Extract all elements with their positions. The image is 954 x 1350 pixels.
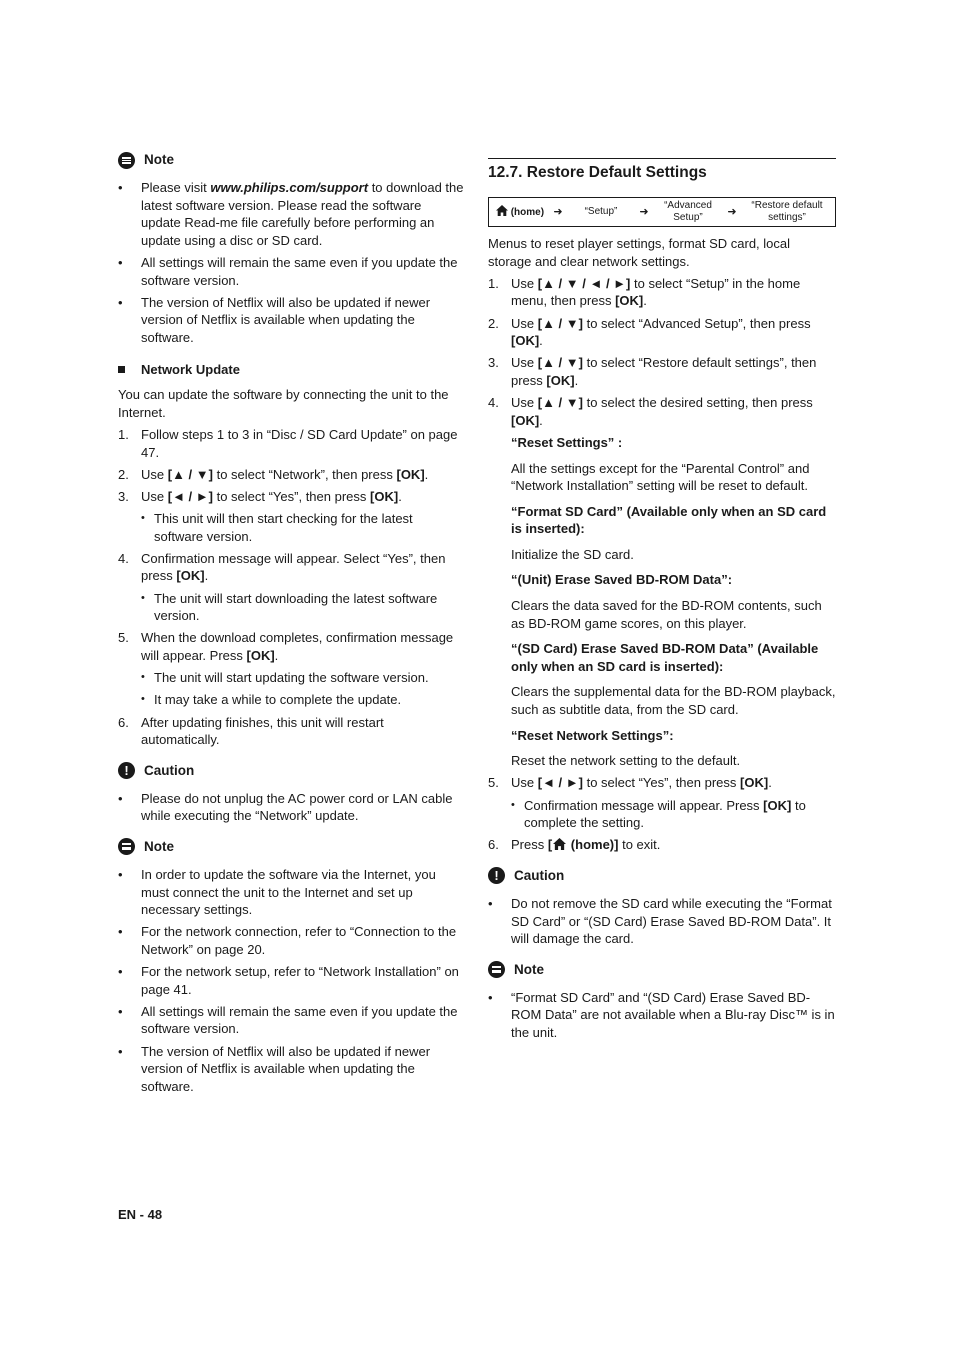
list-item: 6. Press [ (home)] to exit. [488, 837, 661, 853]
note-heading: Note [118, 150, 464, 170]
option-description: All the settings except for the “Parental Control” and “Network Installation” setting will be reset to default. [511, 460, 810, 494]
caution-icon: ! [488, 867, 505, 884]
square-bullet-icon [118, 366, 125, 373]
note-icon [488, 961, 505, 978]
right-column [488, 158, 836, 1046]
list-item: • “Format SD Card” and “(SD Card) Erase Saved BD-ROM Data” are not available when a Blu-ray Disc™ is in the unit. [488, 989, 836, 1042]
note-icon [118, 838, 135, 855]
option-heading: “(SD Card) Erase Saved BD-ROM Data” (Available only when an SD card is inserted): [511, 641, 819, 674]
sub-item: • The unit will start downloading the latest software version. [141, 590, 464, 625]
option-description: Clears the supplemental data for the BD-ROM playback, such as subtitle data, from the SD card. [511, 684, 836, 718]
option-heading: “Reset Settings” : [511, 434, 623, 450]
list-item: 2. Use [▲ / ▼] to select “Network”, then press [OK]. [118, 466, 429, 482]
list-item: • The version of Netflix will also be updated if newer version of Netflix is available when updating the software. [118, 1043, 464, 1096]
option-heading: “Reset Network Settings”: [511, 727, 674, 743]
option-description: Initialize the SD card. [511, 546, 634, 562]
caution-icon: ! [118, 762, 135, 779]
list-item: 4. Use [▲ / ▼] to select the desired setting, then press [OK]. [488, 395, 813, 428]
arrow-right-icon: ➜ [639, 206, 649, 218]
list-item: • For the network connection, refer to “Connection to the Network” on page 20. [118, 923, 464, 958]
path-home: (home) [489, 205, 551, 219]
list-item: 4. Confirmation message will appear. Select “Yes”, then press [OK]. • The unit will start downloading the latest software version. [118, 550, 464, 625]
menu-path [488, 197, 836, 227]
sub-item: • It may take a while to complete the update. [141, 691, 464, 709]
arrow-right-icon: ➜ [727, 206, 737, 218]
restore-steps-final [488, 774, 836, 854]
option-heading: “Format SD Card” (Available only when an SD card is inserted): [511, 503, 827, 537]
list-item: • All settings will remain the same even if you update the software version. [118, 1003, 464, 1038]
list-item: 1. Follow steps 1 to 3 in “Disc / SD Card Update” on page 47. [118, 426, 458, 460]
note-icon [118, 152, 135, 169]
list-item: 3. Use [▲ / ▼] to select “Restore default settings”, then press [OK]. [488, 355, 817, 388]
left-column [118, 150, 464, 1100]
network-update-intro: You can update the software by connecting the unit to the Internet. [118, 387, 449, 420]
list-item: • In order to update the software via the Internet, you must connect the unit to the Internet and set up necessary settings. [118, 866, 464, 919]
list-item: • Do not remove the SD card while executing the “Format SD Card” or “(SD Card) Erase Saved BD-ROM Data”. It will damage the card. [488, 895, 836, 948]
list-item: • For the network setup, refer to “Network Installation” on page 41. [118, 963, 464, 998]
list-item: 2. Use [▲ / ▼] to select “Advanced Setup”, then press [OK]. [488, 315, 811, 349]
list-item: • Please visit www.philips.com/support to download the latest software version. Please read the software update Read-me file carefully before performing an update using a disc or SD card. [118, 179, 464, 249]
caution-list [118, 790, 464, 825]
caution-heading: ! Caution [118, 761, 464, 781]
path-restore-default: “Restore default settings” [751, 200, 823, 223]
network-update-heading: Network Update [118, 361, 464, 379]
note-list [488, 989, 836, 1042]
note-heading: Note [118, 837, 464, 857]
note-list [118, 866, 464, 1096]
note-list [118, 179, 464, 347]
home-icon [553, 838, 566, 850]
list-item: 5. Use [◄ / ►] to select “Yes”, then press [OK]. • Confirmation message will appear. Press [OK] to complete the setting. [488, 774, 836, 831]
sub-item: • Confirmation message will appear. Press [OK] to complete the setting. [511, 797, 836, 832]
path-setup: “Setup” [584, 206, 618, 217]
page-number: EN - 48 [118, 1207, 163, 1222]
section-title: 12.7. Restore Default Settings [488, 158, 836, 184]
note-heading: Note [488, 960, 836, 980]
path-advanced-setup: “Advanced Setup” [664, 200, 712, 223]
arrow-right-icon: ➜ [553, 206, 563, 218]
list-item: 3. Use [◄ / ►] to select “Yes”, then press [OK]. • This unit will then start checking for the latest software version. [118, 488, 464, 545]
option-description: Clears the data saved for the BD-ROM contents, such as BD-ROM game scores, on this player. [511, 598, 822, 631]
list-item: 5. When the download completes, confirmation message will appear. Press [OK]. • The unit will start updating the software version. • It may take a while to complete the update. [118, 629, 464, 709]
option-heading: “(Unit) Erase Saved BD-ROM Data”: [511, 572, 733, 588]
sub-item: • The unit will start updating the software version. [141, 669, 464, 687]
home-icon [496, 205, 508, 216]
option-description: Reset the network setting to the default. [511, 753, 741, 769]
sub-item: • This unit will then start checking for the latest software version. [141, 510, 464, 545]
list-item: 6. After updating finishes, this unit will restart automatically. [118, 714, 384, 748]
section-intro: Menus to reset player settings, format SD card, local storage and clear network settings. [488, 236, 791, 269]
support-link: www.philips.com/support [210, 180, 369, 195]
network-update-steps [118, 426, 464, 749]
list-item: • The version of Netflix will also be updated if newer version of Netflix is available when updating the software. [118, 294, 464, 347]
settings-options [488, 434, 836, 770]
restore-steps [488, 275, 836, 430]
caution-list [488, 895, 836, 948]
list-item: 1. Use [▲ / ▼ / ◄ / ►] to select “Setup” in the home menu, then press [OK]. [488, 275, 801, 309]
list-item: • Please do not unplug the AC power cord or LAN cable while executing the “Network” update. [118, 790, 464, 825]
list-item: • All settings will remain the same even if you update the software version. [118, 254, 464, 289]
caution-heading: ! Caution [488, 866, 836, 886]
